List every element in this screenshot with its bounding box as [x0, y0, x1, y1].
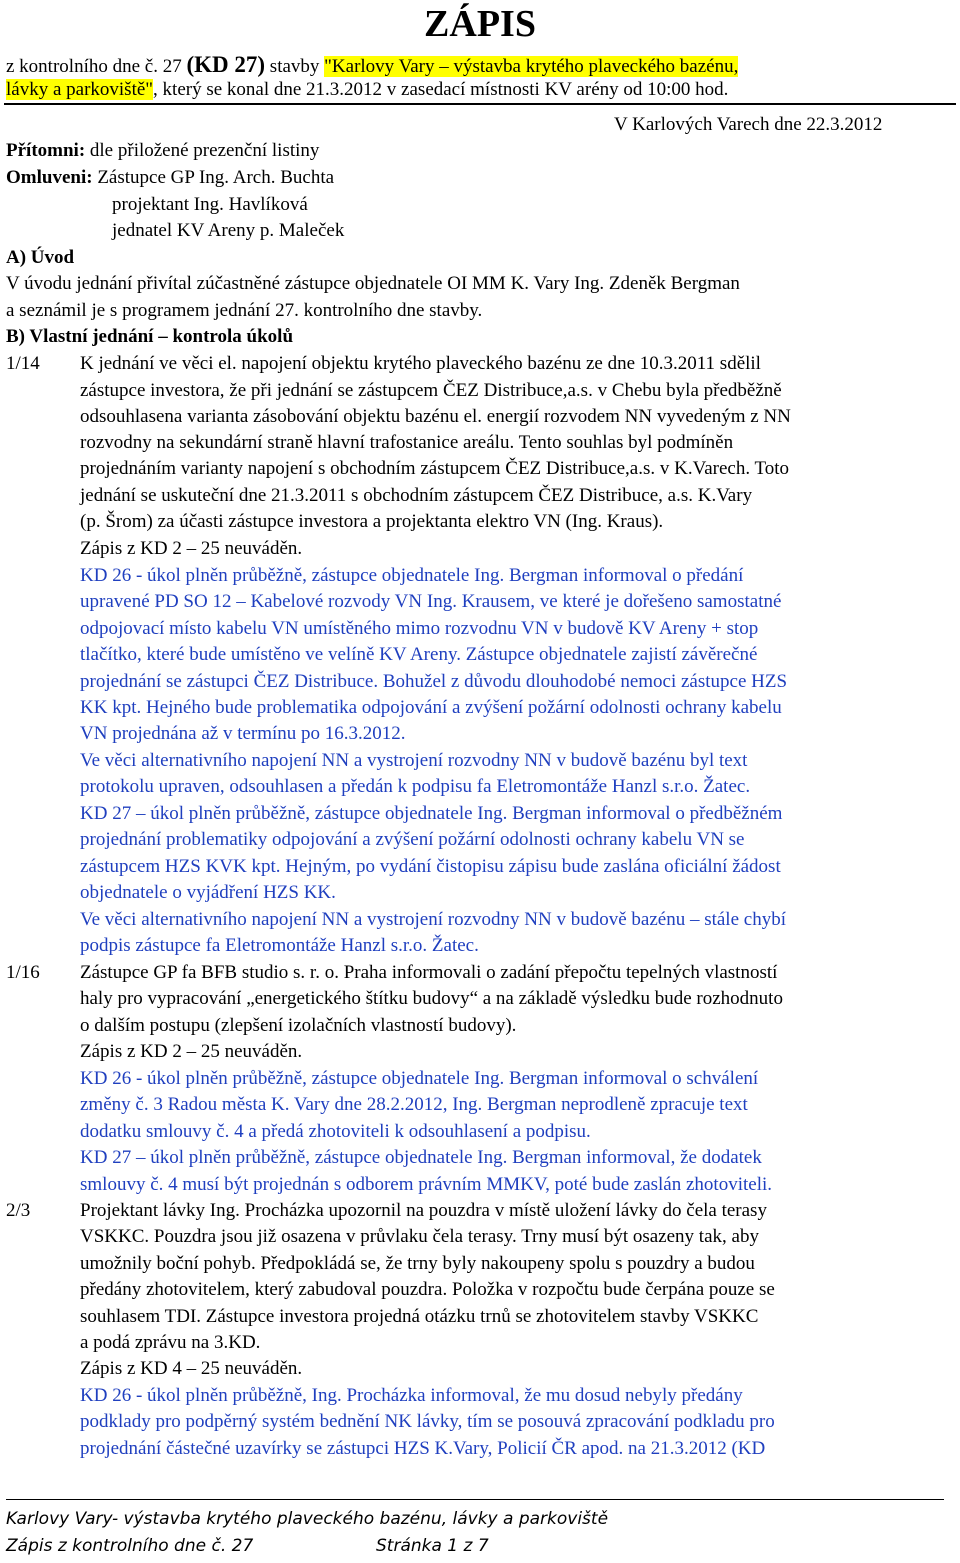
item-1-14-blue-8: Ve věci alternativního napojení NN a vystrojení rozvodny NN v budově bazénu byl text [80, 750, 748, 771]
intro-project-name-1: "Karlovy Vary – výstavba krytého plaveckého bazénu, [324, 56, 739, 77]
document-title: ZÁPIS [424, 3, 536, 45]
item-1-14-blue-5: projednání se zástupci ČEZ Distribuce. Bohužel z důvodu dlouhodobé nemoci zástupce HZS [80, 671, 788, 692]
section-a-heading: A) Úvod [6, 247, 75, 268]
item-2-3-blue-3: projednání částečné uzavírky se zástupci HZS K.Vary, Policií ČR apod. na 21.3.2012 (KD [80, 1438, 766, 1459]
item-1-14-blue-10: KD 27 – úkol plněn průběžně, zástupce objednatele Ing. Bergman informoval o předběžném [80, 803, 783, 824]
item-1-14-line-2: zástupce investora, že při jednání se zástupcem ČEZ Distribuce,a.s. v Chebu byla předběžně [80, 380, 782, 401]
item-1-14-blue-4: tlačítko, které bude umístěno ve velíně KV Areny. Zástupce objednatele zajistí závěrečné [80, 644, 758, 665]
item-1-14-blue-12: zástupcem HZS KVK kpt. Hejným, po vydání čistopisu zápisu bude zaslána oficiální žádost [80, 856, 781, 877]
present-label: Přítomni: [6, 140, 86, 161]
item-1-16-line-1: Zástupce GP fa BFB studio s. r. o. Praha informovali o zadání přepočtu tepelných vlastností [80, 962, 778, 983]
excused-text-1: Zástupce GP Ing. Arch. Buchta [92, 167, 335, 188]
section-a-text-1: V úvodu jednání přivítal zúčastněné zástupce objednatele OI MM K. Vary Ing. Zdeněk Bergman [6, 273, 740, 294]
section-b-heading: B) Vlastní jednání – kontrola úkolů [6, 326, 294, 347]
item-1-16-line-4: Zápis z KD 2 – 25 neuváděn. [80, 1041, 303, 1062]
item-2-3-blue-1: KD 26 - úkol plněn průběžně, Ing. Procházka informoval, že mu dosud nebyly předány [80, 1385, 743, 1406]
item-1-14-blue-9: protokolu upraven, odsouhlasen a předán k podpisu fa Eletromontáže Hanzl s.r.o. Žatec. [80, 776, 751, 797]
item-1-14-blue-7: VN projednána až v termínu po 16.3.2012. [80, 723, 406, 744]
intro-kd-number: (KD 27) [186, 52, 266, 77]
item-2-3-blue-2: podklady pro podpěrný systém bednění NK lávky, tím se posouvá zpracování podkladu pro [80, 1411, 775, 1432]
intro-mid: stavby [265, 56, 325, 77]
item-number-1-16: 1/16 [6, 962, 40, 983]
intro-project-name-2: lávky a parkoviště" [6, 79, 154, 100]
item-1-16-blue-5: smlouvy č. 4 musí být projednán s odborem právním MMKV, poté bude zaslán zhotoviteli. [80, 1174, 772, 1195]
place-date: V Karlových Varech dne 22.3.2012 [614, 114, 883, 135]
item-1-14-line-5: projednáním varianty napojení s obchodním zástupcem ČEZ Distribuce,a.s. v K.Varech. Toto [80, 458, 790, 479]
item-2-3-line-2: VSKKC. Pouzdra jsou již osazena v průvlaku čela terasy. Trny musí být osazeny tak, aby [80, 1226, 759, 1247]
item-1-14-line-1: K jednání ve věci el. napojení objektu krytého plaveckého bazénu ze dne 10.3.2011 sdělil [80, 353, 761, 374]
excused-line-2: projektant Ing. Havlíková [112, 194, 308, 215]
item-1-16-blue-3: dodatku smlouvy č. 4 a předá zhotoviteli k odsouhlasení a podpisu. [80, 1121, 591, 1142]
item-1-14-blue-2: upravené PD SO 12 – Kabelové rozvody VN Ing. Krausem, ve které je dořešeno samostatné [80, 591, 782, 612]
item-1-14-blue-3: odpojovací místo kabelu VN umístěného mimo rozvodnu VN v budově KV Areny + stop [80, 618, 759, 639]
item-2-3-line-7: Zápis z KD 4 – 25 neuváděn. [80, 1358, 303, 1379]
item-number-2-3: 2/3 [6, 1200, 31, 1221]
intro-prefix: z kontrolního dne č. 27 [6, 56, 187, 77]
item-2-3-line-5: souhlasem TDI. Zástupce investora projedná otázku trnů se zhotovitelem stavby VSKKC [80, 1306, 759, 1327]
item-1-14-line-4: rozvodny na sekundární straně hlavní trafostanice areálu. Tento souhlas byl podmíněn [80, 432, 734, 453]
item-1-14-blue-1: KD 26 - úkol plněn průběžně, zástupce objednatele Ing. Bergman informoval o předání [80, 565, 744, 586]
intro-line-1 [6, 54, 738, 78]
item-1-16-blue-4: KD 27 – úkol plněn průběžně, zástupce objednatele Ing. Bergman informoval, že dodatek [80, 1147, 762, 1168]
intro-line-2 [6, 79, 728, 101]
item-1-16-blue-1: KD 26 - úkol plněn průběžně, zástupce objednatele Ing. Bergman informoval o schválení [80, 1068, 759, 1089]
item-1-16-line-2: haly pro vypracování „energetického štítku budovy“ a na základě výsledku bude rozhodnuto [80, 988, 783, 1009]
section-a-text-2: a seznámil je s programem jednání 27. kontrolního dne stavby. [6, 300, 483, 321]
item-1-16-line-3: o dalším postupu (zlepšení izolačních vlastností budovy). [80, 1015, 517, 1036]
item-1-14-blue-6: KK kpt. Hejného bude problematika odpojování a zvýšení požární odolnosti ochrany kabelu [80, 697, 782, 718]
footer-project: Karlovy Vary- výstavba krytého plaveckého bazénu, lávky a parkoviště [6, 1509, 609, 1529]
item-1-14-line-8: Zápis z KD 2 – 25 neuváděn. [80, 538, 303, 559]
footer-page-number: Stránka 1 z 7 [376, 1536, 489, 1556]
item-1-14-blue-15: podpis zástupce fa Eletromontáže Hanzl s.r.o. Žatec. [80, 935, 479, 956]
excused-line-1 [6, 167, 334, 189]
present-line [6, 140, 319, 162]
item-1-14-line-7: (p. Šrom) za účasti zástupce investora a projektanta elektro VN (Ing. Kraus). [80, 511, 664, 532]
item-1-14-line-6: jednání se uskuteční dne 21.3.2011 s obchodním zástupcem ČEZ Distribuce, a.s. K.Vary [80, 485, 753, 506]
header-divider [4, 103, 956, 105]
item-1-14-line-3: odsouhlasena varianta zásobování objektu bazénu el. energií rozvodem NN vyvedeným z NN [80, 406, 791, 427]
intro-rest: , který se konal dne 21.3.2012 v zasedací místnosti KV arény od 10:00 hod. [153, 79, 729, 100]
item-1-14-blue-11: projednání problematiky odpojování a zvýšení požární odolnosti ochrany kabelu VN se [80, 829, 745, 850]
item-2-3-line-1: Projektant lávky Ing. Procházka upozornil na pouzdra v místě uložení lávky do čela terasy [80, 1200, 767, 1221]
footer-minutes: Zápis z kontrolního dne č. 27 [6, 1536, 254, 1556]
excused-line-3: jednatel KV Areny p. Maleček [112, 220, 345, 241]
present-text: dle přiložené prezenční listiny [85, 140, 320, 161]
item-1-14-blue-14: Ve věci alternativního napojení NN a vystrojení rozvodny NN v budově bazénu – stále chybí [80, 909, 786, 930]
item-2-3-line-3: umožnily boční pohyb. Předpokládá se, že trny byly nakoupeny spolu s pouzdry a budou [80, 1253, 755, 1274]
excused-label: Omluveni: [6, 167, 93, 188]
item-2-3-line-4: předány zhotovitelem, který zabudoval pouzdra. Položka v rozpočtu bude čerpána pouze se [80, 1279, 775, 1300]
item-1-14-blue-13: objednatele o vyjádření HZS KK. [80, 882, 336, 903]
footer-divider [6, 1499, 944, 1500]
item-number-1-14: 1/14 [6, 353, 40, 374]
item-1-16-blue-2: změny č. 3 Radou města K. Vary dne 28.2.2012, Ing. Bergman neprodleně zpracuje text [80, 1094, 748, 1115]
item-2-3-line-6: a podá zprávu na 3.KD. [80, 1332, 261, 1353]
